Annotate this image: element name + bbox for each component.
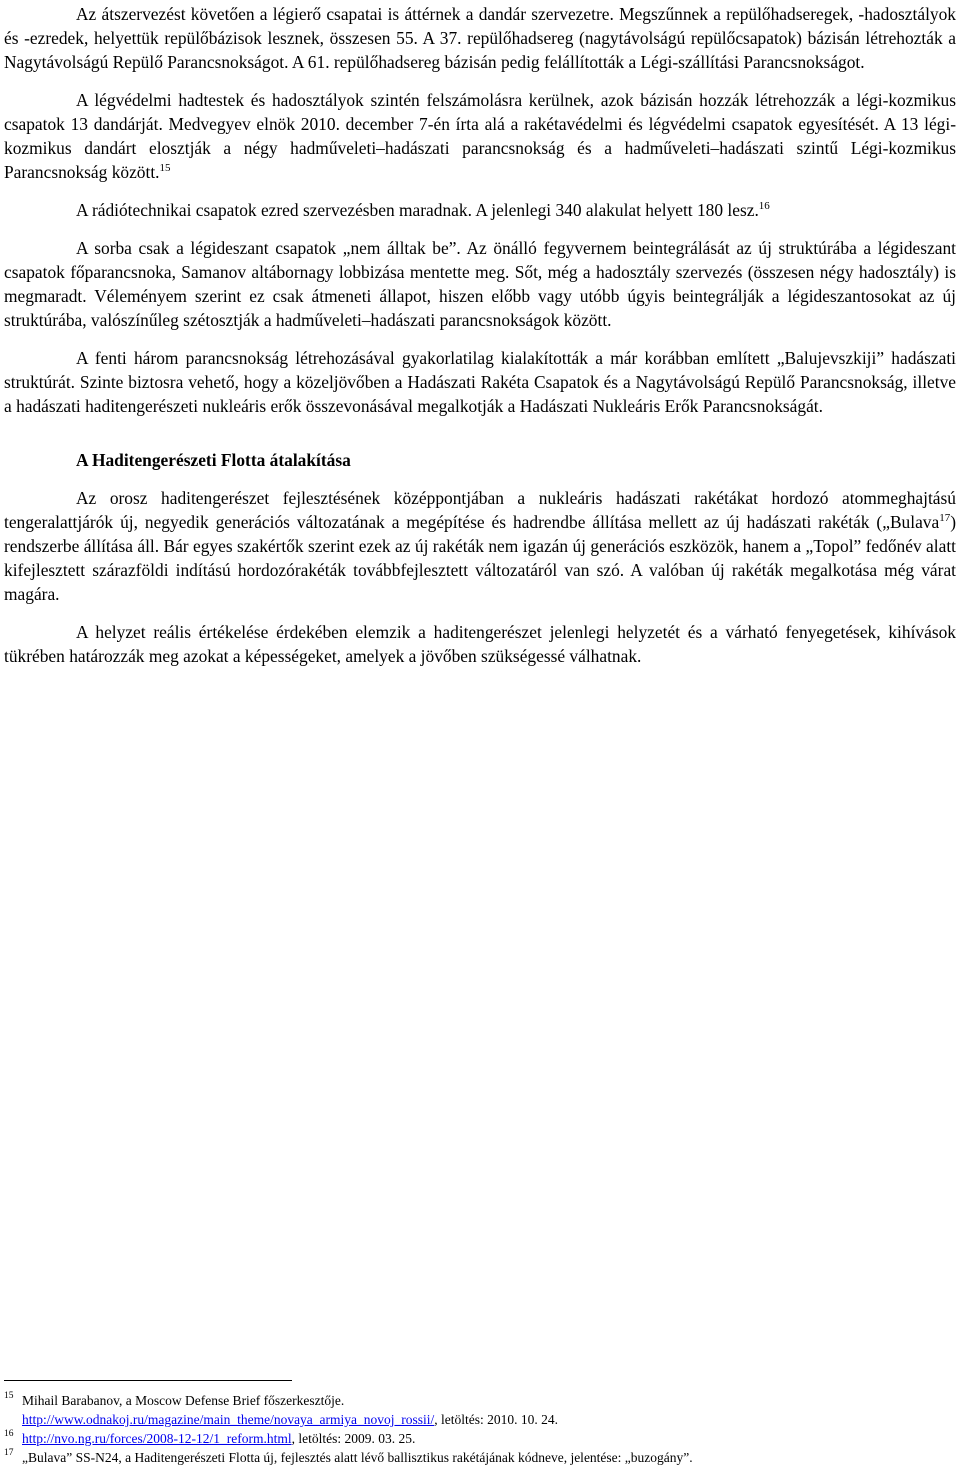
footnote-number: 15: [4, 1391, 14, 1401]
paragraph-text: A rádiótechnikai csapatok ezred szervezésben maradnak. A jelenlegi 340 alakulat helyett 180 lesz.: [76, 200, 759, 220]
footnote-number: 17: [4, 1448, 14, 1458]
paragraph-text: Az átszervezést követően a légierő csapatai is áttérnek a dandár szervezetre. Megszűnnek a repülőhadseregek, -hadosztályok és -ezredek, helyettük repülőbázisok lesznek, összesen 55. A 37. repülőhadsereg (nagytávolságú repülőcsapatok) bázisán létrehozták a Nagytávolságú Repülő Parancsnokságot. A 61. repülőhadsereg bázisán pedig felállították a Légi-szállítási Parancsnokságot.: [4, 4, 956, 72]
paragraph-radiotechnical: [4, 198, 956, 222]
footnote-separator: [4, 1380, 292, 1381]
footnote-16: [4, 1429, 956, 1448]
document-page: [4, 0, 956, 668]
paragraph-text: A sorba csak a légideszant csapatok „nem álltak be”. Az önálló fegyvernem beintegrálását az új struktúrába a légideszant csapatok főparancsnoka, Samanov altábornagy lobbizása mentette meg. Sőt, még a hadosztály szervezés (összesen négy hadosztály) is megmaradt. Véleményem szerint ez csak átmeneti állapot, hiszen előbb vagy utóbb úgyis beintegrálják a légideszantosokat az új struktúrába, valószínűleg szétosztják a hadműveleti–hadászati parancsnokságok között.: [4, 238, 956, 330]
paragraph-text: A helyzet reális értékelése érdekében elemzik a haditengerészet jelenlegi helyzetét és a várható fenyegetések, kihívások tükrében határozzák meg azokat a képességeket, amelyek a jövőben szükségessé válhatnak.: [4, 622, 956, 666]
paragraph-text: A légvédelmi hadtestek és hadosztályok szintén felszámolásra kerülnek, azok bázisán hozzák létrehozzák a légi-kozmikus csapatok 13 dandárját. Medvegyev elnök 2010. december 7-én írta alá a rakétavédelmi és légvédelmi csapatok egyesítését. A 13 légi-kozmikus dandárt elosztják a négy hadműveleti–hadászati parancsnokság és a hadműveleti–hadászati szintű Légi-kozmikus Parancsnokság között.: [4, 90, 956, 182]
footnote-ref-17[interactable]: 17: [939, 512, 951, 524]
footnote-link[interactable]: http://nvo.ng.ru/forces/2008-12-12/1_reform.html: [22, 1431, 292, 1446]
paragraph-airforce-restructure: [4, 2, 956, 74]
paragraph-structure: [4, 346, 956, 418]
footnote-number: 16: [4, 1429, 14, 1439]
paragraph-text: A fenti három parancsnokság létrehozásával gyakorlatilag kialakították a már korábban említett „Balujevszkiji” hadászati struktúrát. Szinte biztosra vehető, hogy a közeljövőben a Hadászati Rakéta Csapatok és a Nagytávolságú Repülő Parancsnokság, illetve a hadászati haditengerészeti nukleáris erők összevonásával megalkotják a Hadászati Nukleáris Erők Parancsnokságát.: [4, 348, 956, 416]
footnote-ref-16[interactable]: 16: [758, 200, 770, 212]
paragraph-air-defense: [4, 88, 956, 184]
footnotes: [4, 1380, 956, 1467]
paragraph-assessment: [4, 620, 956, 668]
footnote-text: „Bulava” SS-N24, a Haditengerészeti Flotta új, fejlesztés alatt lévő ballisztikus rakétájának kódneve, jelentése: „buzogány”.: [22, 1450, 693, 1465]
paragraph-navy: [4, 486, 956, 606]
paragraph-airborne: [4, 236, 956, 332]
footnote-text: Mihail Barabanov, a Moscow Defense Brief főszerkesztője.: [22, 1393, 345, 1408]
section-heading: A Haditengerészeti Flotta átalakítása: [76, 450, 351, 470]
paragraph-text: ) rendszerbe állítása áll. Bár egyes szakértők szerint ezek az új rakéták nem igazán új generációs eszközök, hanem a „Topol” fedőnév alatt kifejlesztett szárazföldi indítású hordozórakéták továbbfejlesztett változatáról van szó. A valóban új rakéták megalkotása még várat magára.: [4, 512, 956, 604]
footnote-ref-15[interactable]: 15: [159, 162, 171, 174]
footnote-15: [4, 1391, 956, 1429]
footnote-17: [4, 1448, 956, 1467]
paragraph-text: Az orosz haditengerészet fejlesztésének középpontjában a nukleáris hadászati rakétákat hordozó atommeghajtású tengeralattjárók új, negyedik generációs változatának a megépítése és hadrendbe állítása mellett az új hadászati rakéták („Bulava: [4, 488, 956, 532]
footnote-suffix: , letöltés: 2009. 03. 25.: [291, 1431, 416, 1446]
footnote-link[interactable]: http://www.odnakoj.ru/magazine/main_theme/novaya_armiya_novoj_rossii/: [22, 1412, 435, 1427]
footnote-suffix: , letöltés: 2010. 10. 24.: [434, 1412, 559, 1427]
